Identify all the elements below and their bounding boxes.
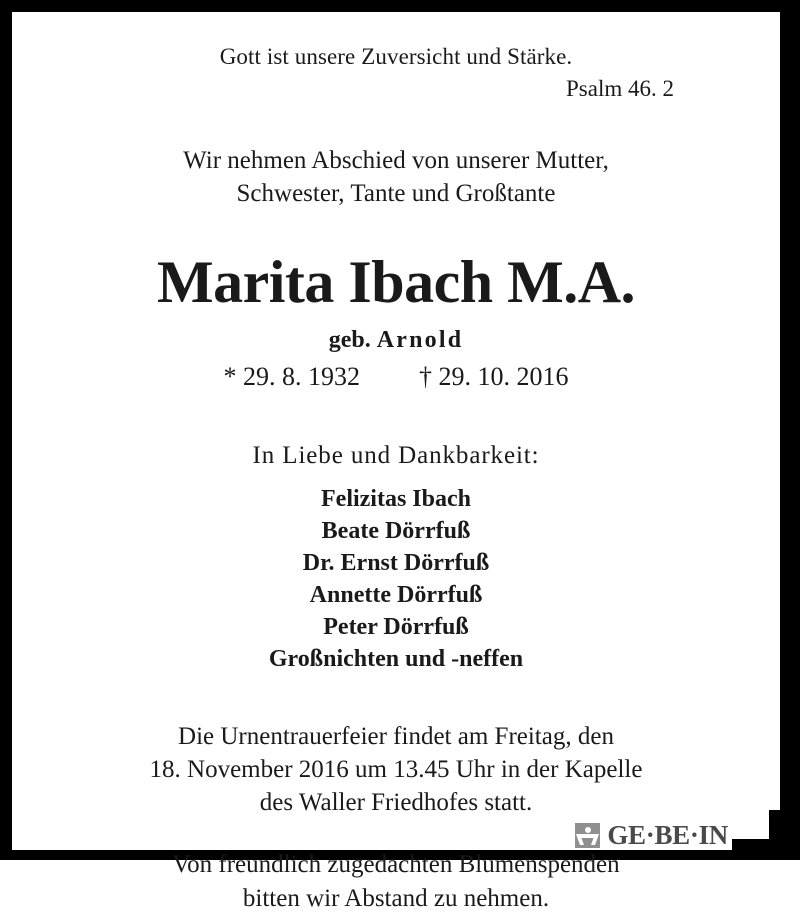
list-item: Annette Dörrfuß xyxy=(309,581,483,608)
list-item: Beate Dörrfuß xyxy=(321,518,471,545)
maiden-name-line xyxy=(40,327,752,353)
intro-line-1: Wir nehmen Abschied von unserer Mutter, xyxy=(183,146,609,174)
cross-symbol-icon: † xyxy=(419,361,432,391)
service-line-3: des Waller Friedhofes statt. xyxy=(259,789,533,817)
corner-bar-vertical xyxy=(769,810,780,850)
survivors-list xyxy=(40,484,752,675)
flowers-line-1: Von freundlich zugedachten Blumenspenden xyxy=(172,851,620,879)
logo-lockup xyxy=(575,820,732,850)
funeral-home-logo xyxy=(575,808,780,850)
birth-date: 29. 8. 1932 xyxy=(243,361,360,391)
maiden-name-prefix: geb. xyxy=(328,327,371,354)
logo-corner-bracket xyxy=(732,810,780,850)
service-details xyxy=(40,720,752,820)
gebein-figure-icon xyxy=(575,823,600,848)
logo-wordmark: GE·BE·IN xyxy=(607,819,728,850)
service-line-2: 18. November 2016 um 13.45 Uhr in der Kapelle xyxy=(149,755,643,783)
epigraph-quote: Gott ist unsere Zuversicht und Stärke. xyxy=(219,44,573,69)
intro-block xyxy=(40,144,752,211)
list-item: Felizitas Ibach xyxy=(321,486,471,513)
service-line-1: Die Urnentrauerfeier findet am Freitag, den xyxy=(178,722,614,750)
list-item: Dr. Ernst Dörrfuß xyxy=(302,550,490,577)
survivors-heading: In Liebe und Dankbarkeit: xyxy=(252,442,540,470)
flowers-note xyxy=(40,848,752,915)
epigraph-block xyxy=(40,42,752,105)
figure-body-shape xyxy=(578,834,597,845)
flowers-line-2: bitten wir Abstand zu nehmen. xyxy=(242,884,550,912)
life-dates xyxy=(40,363,752,392)
list-item: Großnichten und -neffen xyxy=(268,645,524,672)
obituary-content xyxy=(12,12,780,912)
birth-symbol-icon: * xyxy=(223,361,237,391)
death-date: 29. 10. 2016 xyxy=(438,361,569,391)
intro-line-2: Schwester, Tante und Großtante xyxy=(236,179,556,207)
epigraph-source: Psalm 46. 2 xyxy=(566,76,674,102)
figure-head-shape xyxy=(585,827,591,833)
obituary-card xyxy=(12,12,780,912)
list-item: Peter Dörrfuß xyxy=(323,613,469,640)
maiden-name-value: Arnold xyxy=(376,327,464,354)
deceased-name: Marita Ibach M.A. xyxy=(156,249,636,316)
